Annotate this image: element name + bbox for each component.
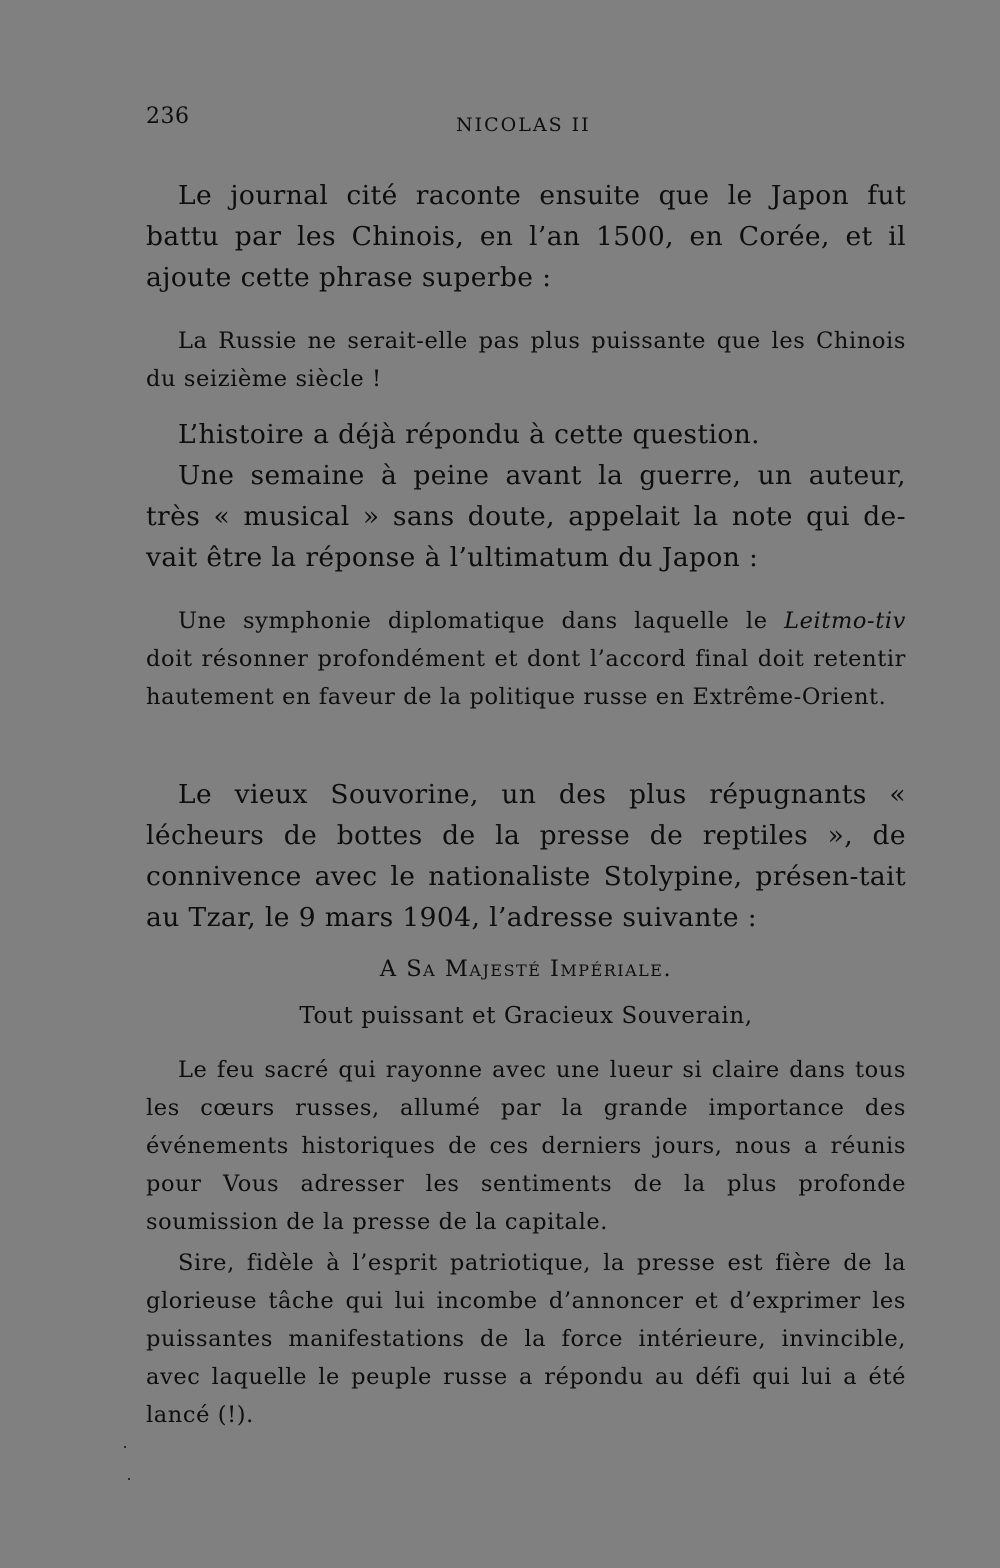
- paragraph-history: L’histoire a déjà répondu à cette question.: [178, 419, 760, 450]
- quote-symphony: [146, 602, 906, 716]
- quote-symphony-start: Une symphonie diplomatique dans laquelle le: [178, 608, 785, 634]
- quote-sire: Sire, fidèle à l’esprit patriotique, la presse est fière de la glorieuse tâche qui lui incombe d’annoncer et d’exprimer les puissantes manifestations de la force intérieure, invincible, avec laquelle le peuple russe a répondu au défi qui lui a été lancé (!).: [146, 1250, 906, 1428]
- quote-symphony-leitmotiv: Leitmo-tiv: [784, 608, 906, 634]
- paragraph-souvorine: Le vieux Souvorine, un des plus répugnants « lécheurs de bottes de la presse de reptiles », de connivence avec le nationaliste Stolypine, présen-tait au Tzar, le 9 mars 1904, l’adresse suivante :: [146, 779, 906, 933]
- address-salutation: Tout puissant et Gracieux Souverain,: [299, 1003, 753, 1029]
- scan-speck: [124, 1446, 126, 1448]
- quote-symphony-end: doit résonner profondément et dont l’accord final doit retentir hautement en faveur de la politique russe en Extrême-Orient.: [146, 646, 906, 710]
- running-title: NICOLAS II: [456, 114, 591, 136]
- address-heading: A Sa Majesté Impériale.: [379, 956, 673, 982]
- page-number: 236: [146, 104, 190, 129]
- quote-russia: La Russie ne serait-elle pas plus puissante que les Chinois du seizième siècle !: [146, 328, 906, 392]
- paragraph-week-before-war: Une semaine à peine avant la guerre, un auteur, très « musical » sans doute, appelait la note qui de-vait être la réponse à l’ultimatum du Japon :: [146, 460, 906, 573]
- paragraph-journal: Le journal cité raconte ensuite que le Japon fut battu par les Chinois, en l’an 1500, en Corée, et il ajoute cette phrase superbe :: [146, 180, 906, 293]
- scan-speck: [128, 1478, 130, 1480]
- quote-sacred-fire: Le feu sacré qui rayonne avec une lueur si claire dans tous les cœurs russes, allumé par la grande importance des événements historiques de ces derniers jours, nous a réunis pour Vous adresser les sentiments de la plus profonde soumission de la presse de la capitale.: [146, 1057, 906, 1235]
